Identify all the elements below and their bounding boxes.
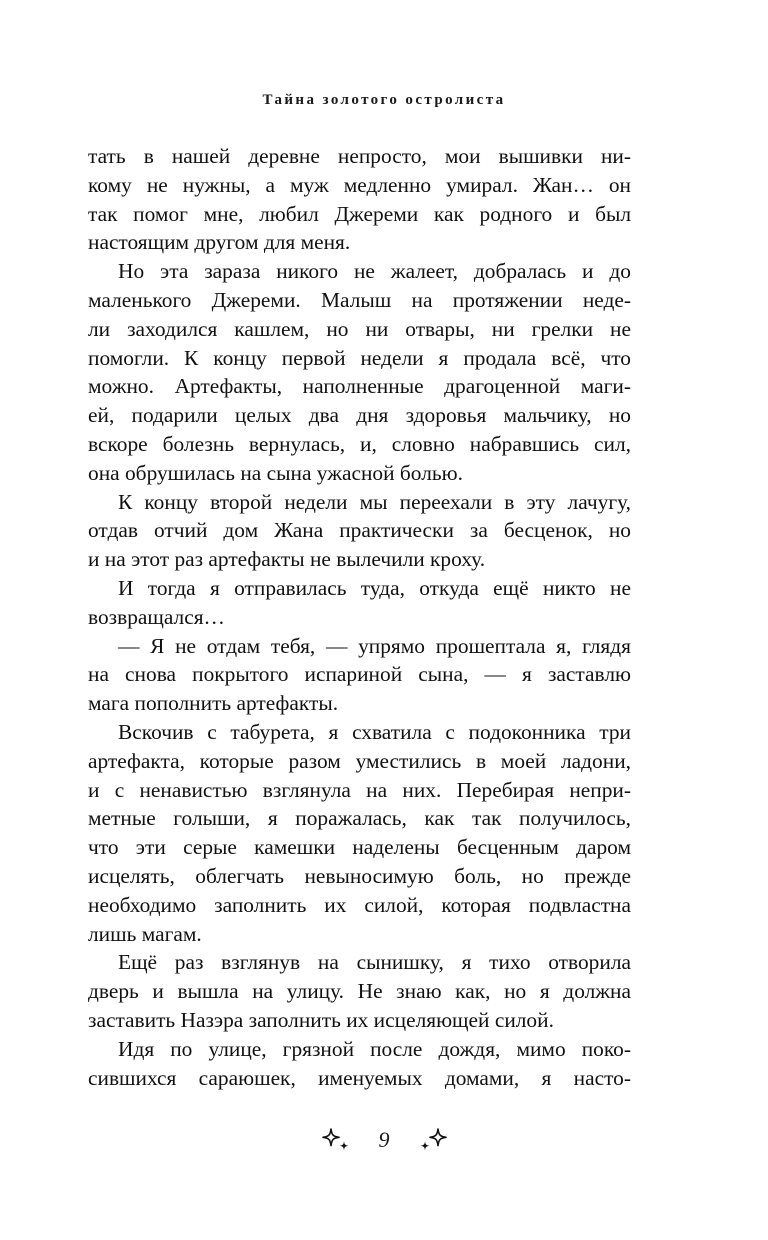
text-line: Вскочив с табурета, я схватила с подоконника три (118, 719, 631, 744)
text-line: так помог мне, любил Джереми как родного и был (88, 201, 631, 226)
text-line: сившихся сараюшек, именуемых домами, я насто- (88, 1065, 631, 1090)
text-line: отдав отчий дом Жана практически за бесценок, но (88, 518, 631, 543)
paragraph (88, 257, 631, 487)
text-line: лишь магам. (88, 921, 202, 946)
text-line: ей, подарили целых два дня здоровья мальчику, но (88, 403, 631, 428)
paragraph (88, 632, 631, 718)
paragraph (88, 718, 631, 948)
text-line: кому не нужны, а муж медленно умирал. Жан… он (88, 172, 631, 197)
text-line: и с ненавистью взглянула на них. Перебирая непри- (88, 777, 631, 802)
text-line: вскоре болезнь вернулась, и, словно набравшись сил, (88, 431, 631, 456)
text-line: она обрушилась на сына ужасной болью. (88, 460, 463, 485)
text-line: и на этот раз артефакты не вылечили кроху. (88, 547, 486, 572)
text-line: метные голыши, я поражалась, как так получилось, (88, 806, 631, 831)
text-line: Идя по улице, грязной после дождя, мимо поко- (118, 1036, 631, 1061)
text-line: необходимо заполнить их силой, которая подвластна (88, 892, 631, 917)
text-line: тать в нашей деревне непросто, мои вышивки ни- (88, 144, 631, 168)
text-line: — Я не отдам тебя, — упрямо прошептала я, глядя (118, 633, 631, 658)
text-line: можно. Артефакты, наполненные драгоценной маги- (88, 374, 631, 399)
text-line: К концу второй недели мы переехали в эту лачугу, (118, 489, 631, 514)
text-line: И тогда я отправилась туда, откуда ещё никто не (118, 575, 631, 600)
page-number: 9 (378, 1127, 390, 1152)
paragraph (88, 574, 631, 632)
text-line: маленького Джереми. Малыш на протяжении неде- (88, 287, 631, 312)
text-line: ли заходился кашлем, но ни отвары, ни грелки не (88, 316, 631, 341)
body-text (88, 142, 631, 1092)
text-line: заставить Назэра заполнить их исцеляющей силой. (88, 1007, 554, 1032)
text-line: на снова покрытого испариной сына, — я заставлю (88, 662, 631, 687)
text-line: артефакта, которые разом уместились в моей ладони, (88, 748, 631, 773)
text-line: дверь и вышла на улицу. Не знаю как, но я должна (88, 979, 631, 1004)
paragraph (88, 142, 631, 257)
page-footer (0, 1120, 768, 1160)
text-line: исцелять, облегчать невыносимую боль, но прежде (88, 863, 631, 888)
paragraph (88, 948, 631, 1034)
text-line: возвращался… (88, 604, 225, 629)
paragraph (88, 488, 631, 574)
running-head-title: Тайна золотого остролиста (262, 92, 506, 108)
text-line: помогли. К концу первой недели я продала всё, что (88, 345, 631, 370)
sparkle-icon (416, 1125, 450, 1155)
paragraph (88, 1035, 631, 1093)
text-line: мага пополнить артефакты. (88, 691, 339, 716)
text-line: Ещё раз взглянув на сынишку, я тихо отворила (118, 950, 631, 975)
sparkle-icon (319, 1125, 353, 1155)
text-line: Но эта зараза никого не жалеет, добралась и до (118, 259, 631, 284)
text-line: настоящим другом для меня. (88, 230, 351, 255)
text-line: что эти серые камешки наделены бесценным даром (88, 835, 631, 860)
